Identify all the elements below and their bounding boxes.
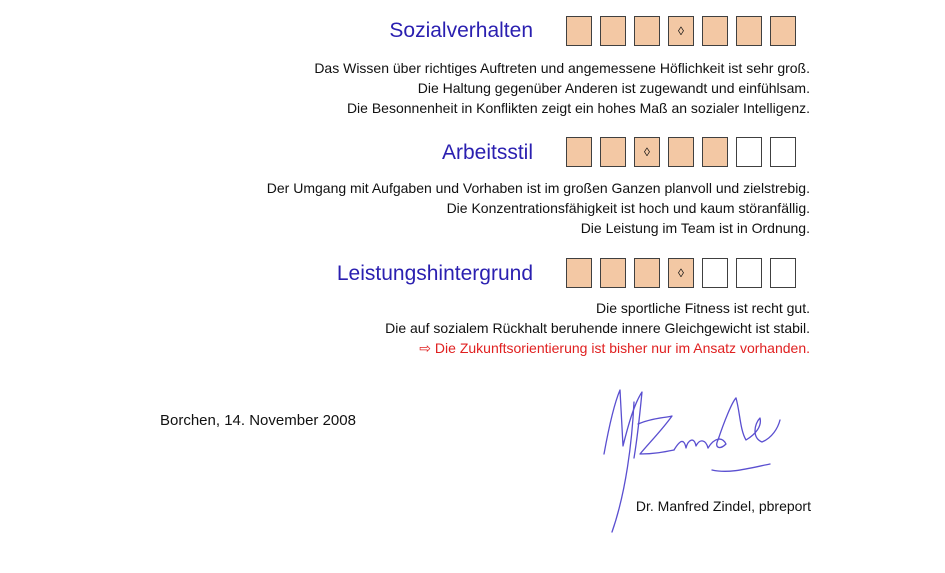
rating-box-marked — [634, 137, 660, 167]
rating-box — [770, 137, 796, 167]
rating-box — [736, 137, 762, 167]
rating-box — [600, 258, 626, 288]
diamond-marker-icon: ◊ — [678, 24, 684, 38]
place-date: Borchen, 14. November 2008 — [160, 412, 356, 429]
rating-box — [770, 16, 796, 46]
text-line: Die Besonnenheit in Konflikten zeigt ein hohes Maß an sozialer Intelligenz. — [346, 100, 810, 116]
section-text — [314, 58, 810, 118]
rating-box — [702, 16, 728, 46]
rating-box — [566, 16, 592, 46]
signer-name: Dr. Manfred Zindel, pbreport — [635, 498, 811, 514]
section-text — [267, 178, 810, 238]
rating-box-marked — [668, 16, 694, 46]
rating-box — [668, 137, 694, 167]
section-text — [385, 298, 810, 358]
rating-box — [702, 137, 728, 167]
rating-scale — [566, 137, 796, 167]
text-line: Die auf sozialem Rückhalt beruhende innere Gleichgewicht ist stabil. — [385, 320, 810, 336]
highlight-text-line: ⇨ Die Zukunftsorientierung ist bisher nur im Ansatz vorhanden. — [419, 340, 810, 356]
rating-box — [634, 16, 660, 46]
rating-box — [566, 137, 592, 167]
section-title: Leistungshintergrund — [336, 262, 533, 285]
rating-box — [600, 16, 626, 46]
diamond-marker-icon: ◊ — [678, 266, 684, 280]
rating-box — [600, 137, 626, 167]
rating-box — [566, 258, 592, 288]
section-title: Sozialverhalten — [389, 19, 533, 42]
section-title: Arbeitsstil — [441, 141, 533, 164]
rating-box — [736, 258, 762, 288]
text-line: Der Umgang mit Aufgaben und Vorhaben ist im großen Ganzen planvoll und zielstrebig. — [266, 180, 810, 196]
diamond-marker-icon: ◊ — [644, 145, 650, 159]
text-line: Die Haltung gegenüber Anderen ist zugewandt und einfühlsam. — [417, 80, 810, 96]
text-line: Die Konzentrationsfähigkeit ist hoch und kaum störanfällig. — [446, 200, 810, 216]
rating-box — [736, 16, 762, 46]
rating-scale — [566, 16, 796, 46]
text-line: Die Leistung im Team ist in Ordnung. — [580, 220, 810, 236]
text-line: Das Wissen über richtiges Auftreten und angemessene Höflichkeit ist sehr groß. — [314, 60, 810, 76]
text-line: Die sportliche Fitness ist recht gut. — [596, 300, 810, 316]
rating-box — [702, 258, 728, 288]
rating-box-marked — [668, 258, 694, 288]
rating-box — [770, 258, 796, 288]
rating-scale — [566, 258, 796, 288]
rating-box — [634, 258, 660, 288]
